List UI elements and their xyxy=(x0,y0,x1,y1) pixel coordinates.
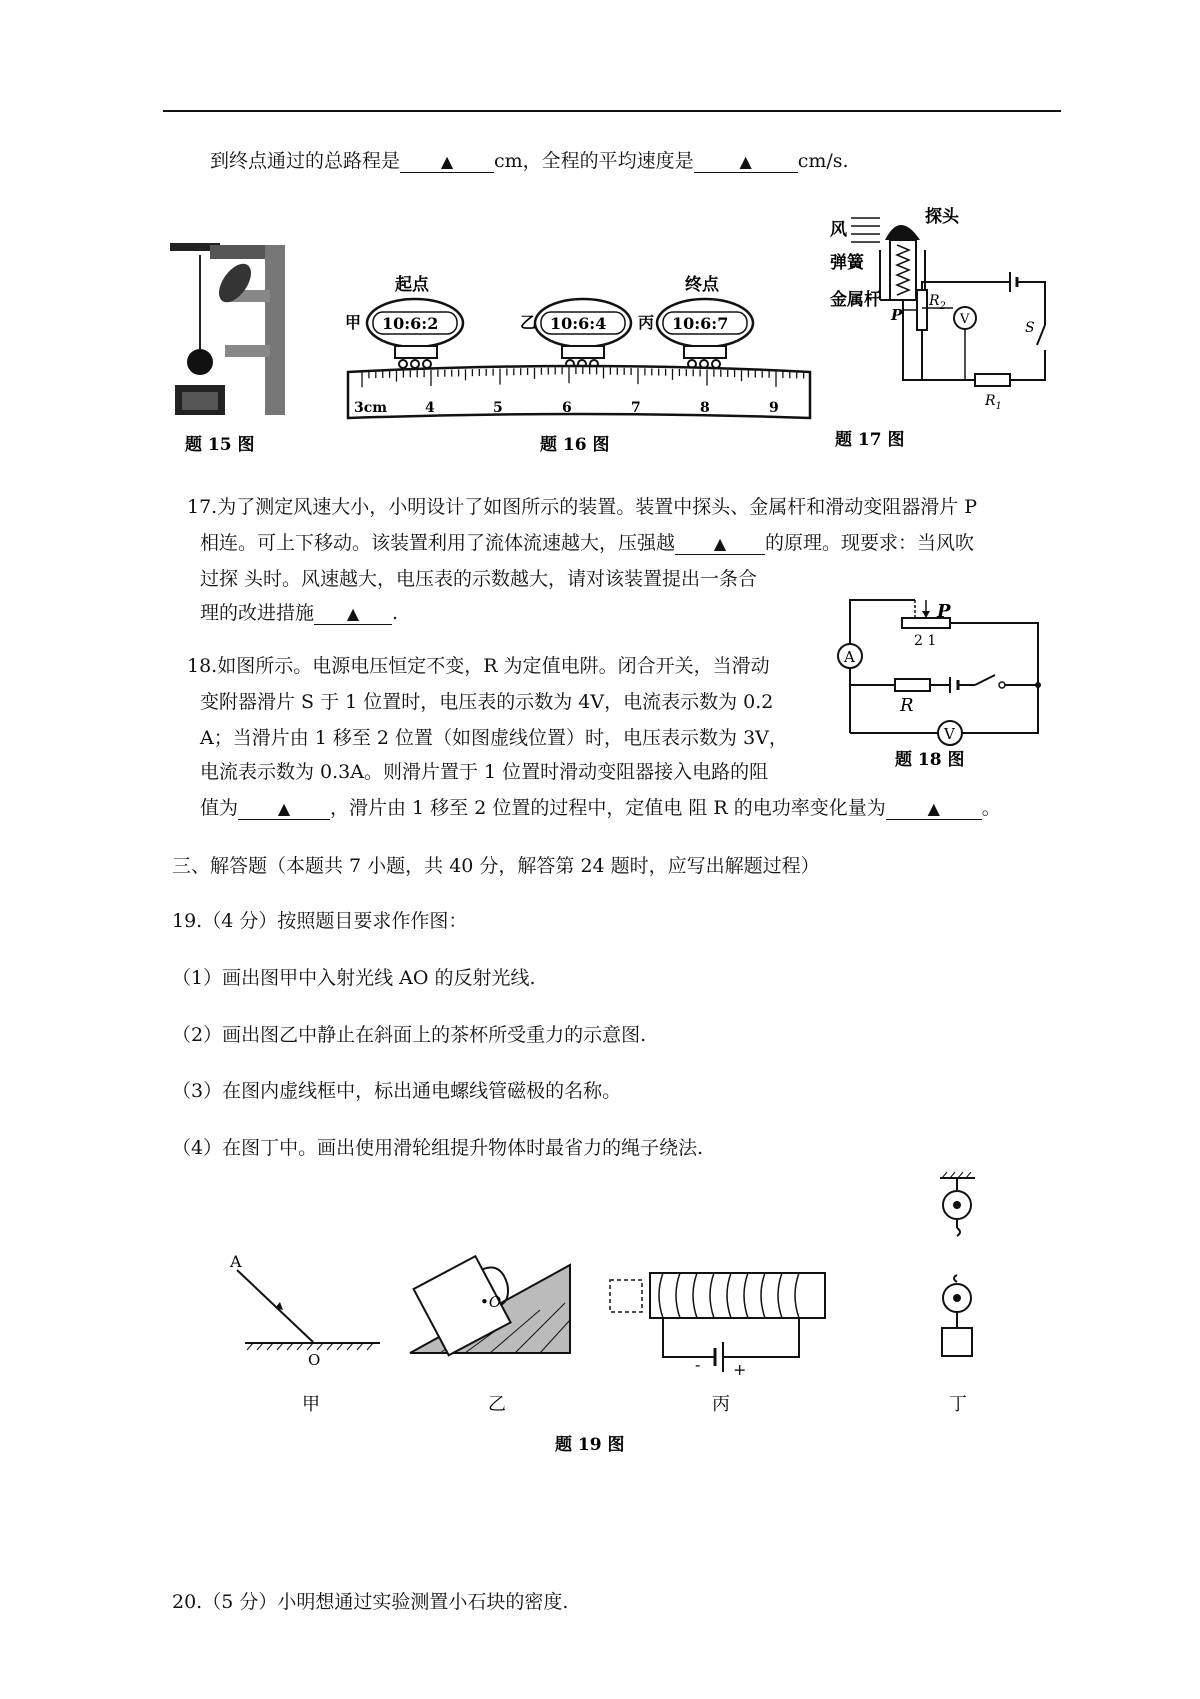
q16-answer-line xyxy=(210,146,849,173)
q17-text-c: 理的改进措施 xyxy=(200,602,315,624)
answer-blank[interactable]: ▲ xyxy=(886,798,982,820)
fig18-caption: 题 18 图 xyxy=(895,750,965,770)
q17-line3: 过探 头时。风速越大，电压表的示数越大，请对该装置提出一条合 xyxy=(200,568,758,590)
figure-19 xyxy=(225,1170,1015,1460)
figure-15 xyxy=(170,235,290,460)
q18-text-a: 值为 xyxy=(200,797,239,819)
fig19-label-jia: 甲 xyxy=(302,1394,320,1415)
fig17-spring-label: 弹簧 xyxy=(830,253,864,273)
fig16-label-jia: 甲 xyxy=(345,313,362,332)
q18-text-c: 。 xyxy=(981,797,1001,819)
fig18-ammeter: A xyxy=(844,648,855,666)
fig15-caption: 题 15 图 xyxy=(185,435,255,455)
ruler-tick-label: 9 xyxy=(769,400,779,416)
fig19-plus-label: + xyxy=(733,1360,747,1379)
fig17-wind-label: 风 xyxy=(830,220,847,240)
q17-line4 xyxy=(200,598,398,625)
cart-bing xyxy=(638,274,753,368)
q18-line4: 电流表示数为 0.3A。则滑片置于 1 位置时滑动变阻器接入电路的阻 xyxy=(200,761,769,783)
fig19-o-label: O xyxy=(308,1351,321,1369)
q17-text-a: 相连。可上下移动。该装置利用了流体流速越大，压强越 xyxy=(200,532,676,554)
fig18-position-labels: 2 1 xyxy=(914,633,937,649)
header-rule xyxy=(163,110,1061,112)
q19-part2: （2）画出图乙中静止在斜面上的茶杯所受重力的示意图. xyxy=(172,1024,647,1046)
fig19-label-bing: 丙 xyxy=(712,1394,730,1415)
q20-heading: 20.（5 分）小明想通过实验测置小石块的密度. xyxy=(172,1591,569,1613)
q17-text-d: . xyxy=(392,602,399,624)
q18-line5 xyxy=(200,793,1001,820)
fig18-r-label: R xyxy=(900,695,914,716)
q18-line3: A；当滑片由 1 移至 2 位置（如图虚线位置）时，电压表示数为 3V， xyxy=(200,727,788,749)
section-3-heading: 三、解答题（本题共 7 小题，共 40 分，解答第 24 题时，应写出解题过程） xyxy=(172,855,820,877)
fig16-label-bing: 丙 xyxy=(638,313,655,332)
fig16-time-bing: 10:6:7 xyxy=(672,314,729,333)
figure-18 xyxy=(830,585,1045,775)
fig19-ding xyxy=(940,1172,975,1415)
q18-line2: 变附器滑片 S 于 1 位置时，电压表的示数为 4V，电流表示数为 0.2 xyxy=(200,691,774,713)
fig16-caption: 题 16 图 xyxy=(540,435,610,455)
q19-heading: 19.（4 分）按照题目要求作作图： xyxy=(172,910,468,932)
fig16-start-label: 起点 xyxy=(395,275,429,295)
q19-part1: （1）画出图甲中入射光线 AO 的反射光线. xyxy=(172,967,536,989)
q16-text-b: cm，全程的平均速度是 xyxy=(494,150,694,172)
fig16-end-label: 终点 xyxy=(685,275,719,295)
ruler-tick-label: 3cm xyxy=(354,400,388,416)
answer-blank[interactable]: ▲ xyxy=(400,151,494,173)
fig17-probe-label: 探头 xyxy=(925,207,959,227)
fig19-label-ding: 丁 xyxy=(949,1394,967,1415)
q17-line2 xyxy=(200,528,974,555)
fig17-r2-label: $R_2$ xyxy=(929,293,946,312)
fig16-label-yi: 乙 xyxy=(520,313,537,332)
fig19-bing xyxy=(610,1273,825,1415)
fig19-label-yi: 乙 xyxy=(488,1394,506,1415)
fig17-caption: 题 17 图 xyxy=(835,430,905,450)
q19-part3: （3）在图内虚线框中，标出通电螺线管磁极的名称。 xyxy=(172,1080,622,1102)
q17-text-b: 的原理。现要求：当风吹 xyxy=(765,532,975,554)
ruler-tick-label: 5 xyxy=(493,400,503,416)
fig19-minus-label: - xyxy=(695,1355,701,1374)
figure-16 xyxy=(340,260,820,460)
fig19-jia xyxy=(229,1252,380,1415)
q16-text-a: 到终点通过的总路程是 xyxy=(210,150,401,172)
cart-jia xyxy=(345,274,463,368)
fig19-a-label: A xyxy=(230,1252,242,1271)
fig19-caption: 题 19 图 xyxy=(555,1435,625,1455)
q16-text-c: cm/s. xyxy=(797,150,849,172)
ruler-tick-label: 6 xyxy=(562,400,572,416)
q17-line1: 17.为了测定风速大小，小明设计了如图所示的装置。装置中探头、金属杆和滑动变阻器滑片 P xyxy=(187,496,978,518)
fig18-voltmeter: V xyxy=(944,725,955,743)
fig17-voltmeter: V xyxy=(960,312,970,327)
fig17-r1-label: $R_1$ xyxy=(985,393,1002,412)
answer-blank[interactable]: ▲ xyxy=(238,798,330,820)
cart-yi xyxy=(520,299,631,368)
fig16-time-yi: 10:6:4 xyxy=(550,314,607,333)
q19-part4: （4）在图丁中。画出使用滑轮组提升物体时最省力的绳子绕法. xyxy=(172,1137,704,1159)
answer-blank[interactable]: ▲ xyxy=(675,533,765,555)
ruler-tick-label: 4 xyxy=(425,400,435,416)
fig19-yi xyxy=(410,1249,570,1415)
fig19-cup-o: •O xyxy=(480,1293,502,1311)
q18-text-b: ，滑片由 1 移至 2 位置的过程中，定值电 阻 R 的电功率变化量为 xyxy=(330,797,886,819)
fig17-rod-label: 金属杆 xyxy=(830,290,881,310)
ruler-tick-label: 8 xyxy=(700,400,710,416)
ruler-tick-label: 7 xyxy=(631,400,641,416)
fig16-time-jia: 10:6:2 xyxy=(382,314,439,333)
fig17-p-label: P xyxy=(891,306,903,324)
q18-line1: 18.如图所示。电源电压恒定不变，R 为定值电阱。闭合开关，当滑动 xyxy=(187,655,770,677)
answer-blank[interactable]: ▲ xyxy=(314,603,392,625)
answer-blank[interactable]: ▲ xyxy=(694,151,798,173)
figure-17 xyxy=(825,200,1060,460)
fig18-p-label: P xyxy=(937,601,951,622)
fig17-switch-label: S xyxy=(1025,320,1035,336)
